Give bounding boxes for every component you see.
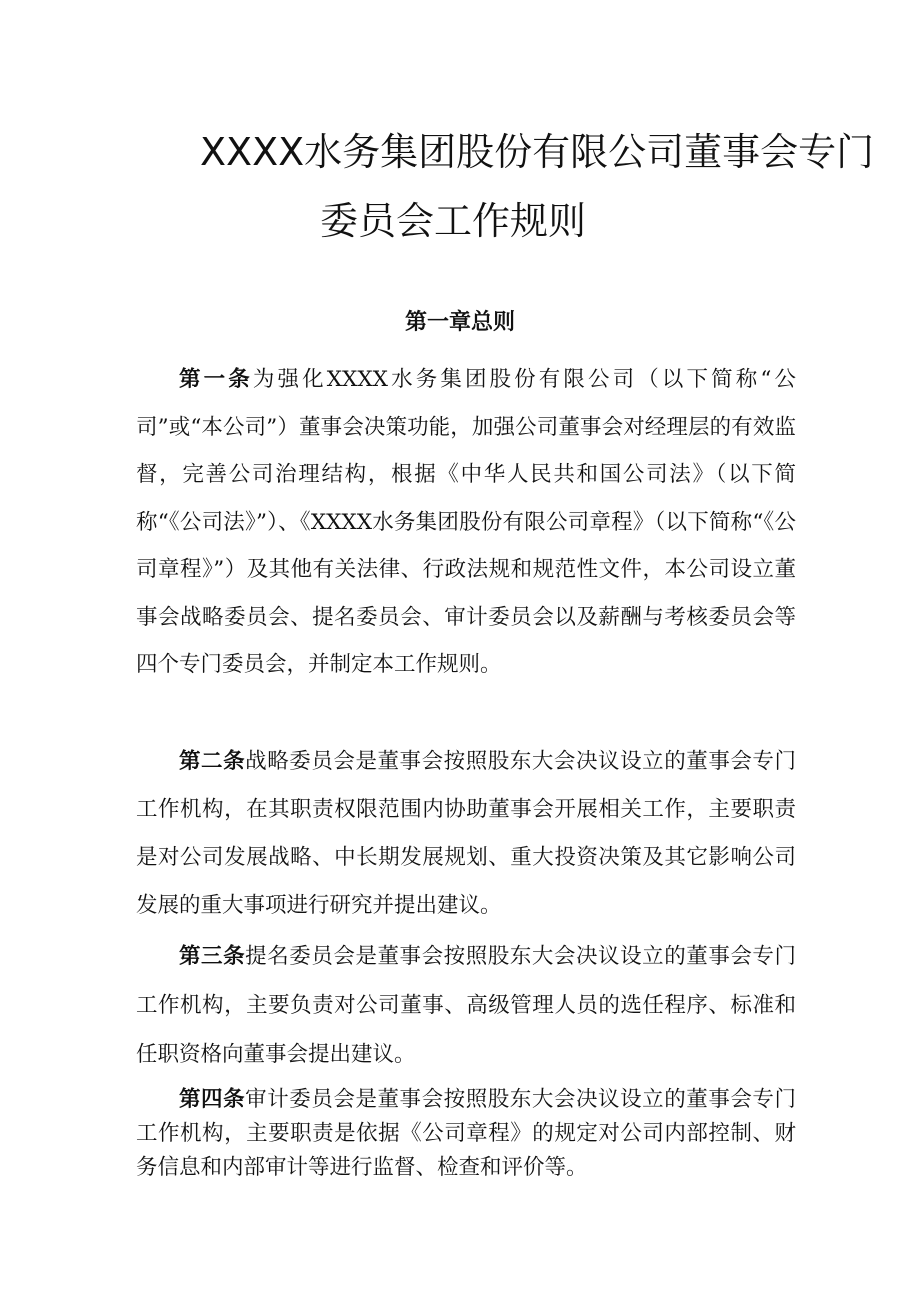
article-2-label: 第二条: [179, 749, 246, 774]
chapter-heading: 第一章总则: [404, 310, 515, 335]
article-4-label: 第四条: [179, 1087, 246, 1112]
article-3-text: 提名委员会是董事会按照股东大会决议设立的董事会专门工作机构，主要负责对公司董事、高级管理人员的选任程序、标准和任职资格向董事会提出建议。: [136, 944, 796, 1067]
article-2: [136, 738, 796, 930]
article-1-label: 第一条: [179, 367, 253, 392]
article-2-text: 战略委员会是董事会按照股东大会决议设立的董事会专门工作机构，在其职责权限范围内协助董事会开展相关工作，主要职责是对公司发展战略、中长期发展规划、重大投资决策及其它影响公司发展的重大事项进行研究并提出建议。: [136, 749, 796, 918]
document-title-line-1: XXXX水务集团股份有限公司董事会专门: [200, 130, 875, 174]
article-3-label: 第三条: [179, 944, 246, 969]
article-4: [136, 1083, 796, 1185]
article-1-text: 为强化XXXX水务集团股份有限公司（以下简称“公司”或“本公司”）董事会决策功能，加强公司董事会对经理层的有效监督，完善公司治理结构，根据《中华人民共和国公司法》（以下简称“《公司法》”）、《XXXX水务集团股份有限公司章程》（以下简称“《公司章程》”）及其他有关法律、行政法规和规范性文件，本公司设立董事会战略委员会、提名委员会、审计委员会以及薪酬与考核委员会等四个专门委员会，并制定本工作规则。: [136, 367, 796, 677]
article-1: [136, 356, 796, 689]
article-4-text: 审计委员会是董事会按照股东大会决议设立的董事会专门工作机构，主要职责是依据《公司章程》的规定对公司内部控制、财务信息和内部审计等进行监督、检查和评价等。: [136, 1087, 796, 1180]
article-3: [136, 932, 796, 1079]
document-title-line-2: 委员会工作规则: [320, 199, 587, 243]
